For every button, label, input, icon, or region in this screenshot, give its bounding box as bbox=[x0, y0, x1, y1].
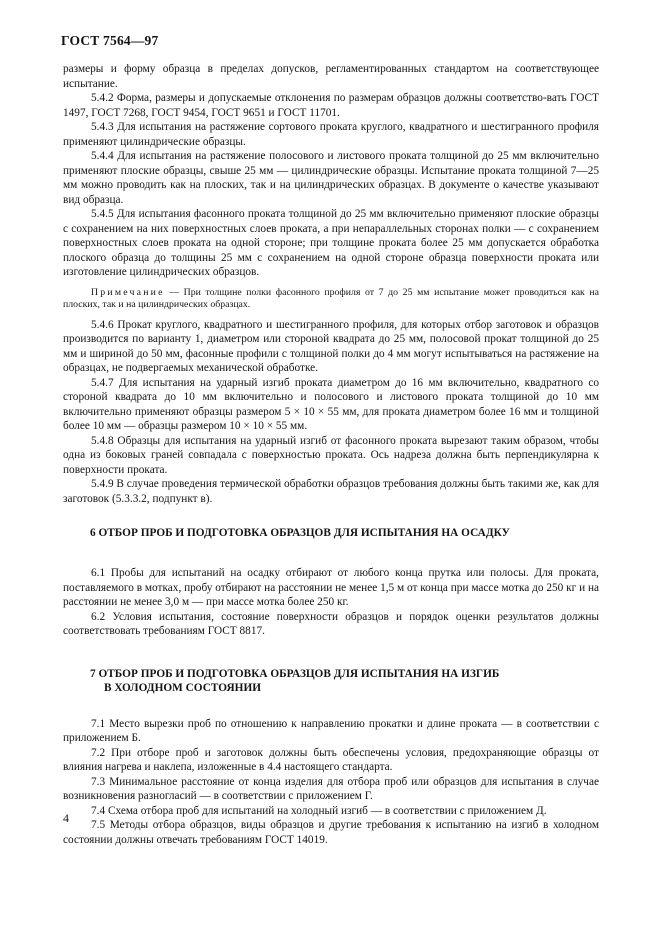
note bbox=[63, 287, 599, 312]
paragraph-7-5: 7.5 Методы отбора образцов, виды образцов и другие требования к испытанию на изгиб в холодном состоянии должны отвечать требованиям ГОСТ 14019. bbox=[63, 819, 599, 846]
note-label: Примечание bbox=[91, 286, 165, 298]
page-number: 4 bbox=[63, 811, 69, 825]
section-6-heading: 6 ОТБОР ПРОБ И ПОДГОТОВКА ОБРАЗЦОВ ДЛЯ ИСПЫТАНИЯ НА ОСАДКУ bbox=[90, 527, 510, 540]
paragraph-5-4-2: 5.4.2 Форма, размеры и допускаемые отклонения по размерам образцов должны соответство-вать ГОСТ 1497, ГОСТ 7268, ГОСТ 9454, ГОСТ 9651 и ГОСТ 11701. bbox=[63, 92, 599, 119]
paragraph-5-4-5: 5.4.5 Для испытания фасонного проката толщиной до 25 мм включительно применяют плоские образцы с сохранением на них поверхностных слоев проката, а при непараллельных сторонах полки — с сохранением поверхностных слоев проката на одной стороне; при толщине проката более 25 мм допускается обработка плоского образца до толщины 25 мм с сохранением на одной стороне образца поверхности проката или изготовление цилиндрических образцов. bbox=[63, 208, 599, 278]
paragraph-5-4-9: 5.4.9 В случае проведения термической обработки образцов требования должны быть такими же, как для заготовок (5.3.3.2, подпункт в). bbox=[63, 478, 600, 505]
paragraph-5-4-4: 5.4.4 Для испытания на растяжение полосового и листового проката толщиной до 25 мм включительно применяют плоские образцы, свыше 25 мм — цилиндрические образцы. Испытание проката толщиной 7—25 мм можно проводить как на плоских, так и на цилиндрических образцах. В документе о качестве указывают вид образца. bbox=[63, 150, 599, 206]
paragraph-5-4-8: 5.4.8 Образцы для испытания на ударный изгиб от фасонного проката вырезают таким образом, чтобы одна из боковых граней совпадала с поверхностью проката. Ось надреза должна быть перпендикулярна к поверхности проката. bbox=[63, 434, 599, 476]
document-code-header: ГОСТ 7564—97 bbox=[61, 33, 159, 48]
document-body bbox=[63, 62, 599, 847]
paragraph-5-4-3: 5.4.3 Для испытания на растяжение сортового проката круглого, квадратного и шестигранного профиля применяют цилиндрические образцы. bbox=[63, 121, 599, 148]
paragraph-continuation: размеры и форму образца в пределах допусков, регламентированных стандартом на соответствующее испытание. bbox=[63, 63, 599, 90]
paragraph-5-4-7: 5.4.7 Для испытания на ударный изгиб проката диаметром до 16 мм включительно, квадратного со стороной квадрата до 10 мм включительно и полосового и листового проката толщиной до 10 мм включительно применяют образцы размером 5 × 10 × 55 мм, для проката диаметром более 16 мм и толщиной более 10 мм — образцы размером 10 × 10 × 55 мм. bbox=[63, 376, 599, 433]
paragraph-6-2: 6.2 Условия испытания, состояние поверхности образцов и порядок оценки результатов должны соответствовать требованиям ГОСТ 8817. bbox=[63, 610, 599, 638]
paragraph-7-3: 7.3 Минимальное расстояние от конца изделия для отбора проб или образцов для испытания в случае возникновения разногласий — в соответствии с приложением Г. bbox=[63, 775, 599, 803]
section-7-heading-line1: 7 ОТБОР ПРОБ И ПОДГОТОВКА ОБРАЗЦОВ ДЛЯ ИСПЫТАНИЯ НА ИЗГИБ bbox=[90, 667, 500, 680]
paragraph-7-2: 7.2 При отборе проб и заготовок должны быть обеспечены условия, предохраняющие образцы от влияния нагрева и наклепа, изложенные в 4.4 настоящего стандарта. bbox=[63, 746, 599, 774]
section-7-heading-line2: В ХОЛОДНОМ СОСТОЯНИИ bbox=[104, 681, 262, 694]
paragraph-6-1: 6.1 Пробы для испытаний на осадку отбирают от любого конца прутка или полосы. Для проката, поставляемого в мотках, пробу отбирают на расстоянии не менее 1,5 м от конца при массе мотка до 250 кг и на расстоянии не менее 3,0 м — при массе мотка более 250 кг. bbox=[63, 567, 600, 609]
paragraph-5-4-6: 5.4.6 Прокат круглого, квадратного и шестигранного профиля, для которых отбор заготовок и образцов производится по варианту 1, диаметром или стороной квадрата до 25 мм, полосовой прокат толщиной до 25 мм и шириной до 50 мм, фасонные профили с толщиной полки до 4 мм могут испытываться на растяжение на образцах, не подвергаемых механической обработке. bbox=[63, 318, 599, 375]
note-text: — При толщине полки фасонного профиля от 7 до 25 мм испытание может проводиться как на плоских, так и на цилиндрических образцах. bbox=[63, 286, 599, 311]
section-7-heading bbox=[63, 667, 599, 695]
paragraph-7-4: 7.4 Схема отбора проб для испытаний на холодный изгиб — в соответствии с приложением Д. bbox=[91, 804, 547, 817]
paragraph-7-1: 7.1 Место вырезки проб по отношению к направлению прокатки и длине проката — в соответствии с приложением Б. bbox=[63, 717, 599, 745]
